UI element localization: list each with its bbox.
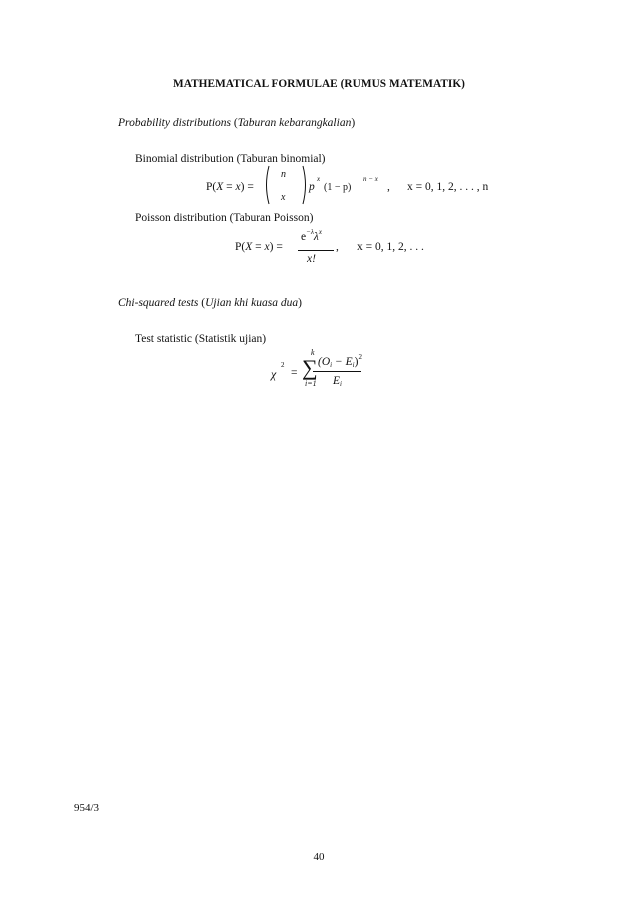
binomial-domain: x = 0, 1, 2, . . . , n: [407, 181, 489, 193]
chi-numerator-exponent: 2: [358, 353, 362, 361]
binomial-top: n: [281, 169, 286, 180]
chi-squared-heading-ms: Ujian khi kuasa dua: [205, 297, 299, 309]
chi-numerator-e: − E: [332, 356, 353, 368]
document-code: 954/3: [74, 802, 100, 814]
test-statistic-label: Test statistic (Statistik ujian): [135, 333, 267, 345]
probability-heading: Probability distributions (Taburan kebarangkalian): [118, 117, 356, 129]
chi-squared-heading-en: Chi-squared tests: [118, 297, 199, 309]
sum-upper-limit: k: [311, 348, 315, 357]
chi-symbol: χ: [271, 367, 277, 381]
binomial-comma: ,: [387, 181, 390, 193]
chi-exponent: 2: [281, 361, 285, 369]
poisson-lambda-exponent: x: [318, 228, 322, 236]
poisson-comma: ,: [336, 241, 339, 253]
chi-squared-heading: Chi-squared tests (Ujian khi kuasa dua): [118, 297, 302, 309]
chi-numerator-sub-2: i: [352, 361, 355, 369]
chi-denominator-e: E: [333, 375, 341, 387]
binomial-p-exponent: x: [317, 175, 321, 183]
chi-fraction-line: [313, 371, 361, 372]
chi-equals: =: [291, 367, 298, 379]
binomial-factor-exponent: n − x: [363, 175, 378, 183]
probability-heading-ms: Taburan kebarangkalian: [237, 117, 352, 129]
chi-denominator-sub: i: [340, 380, 342, 388]
poisson-lambda: λ: [313, 231, 319, 243]
chi-numerator-close: ): [354, 356, 359, 368]
poisson-e: e: [301, 231, 307, 243]
chi-squared-formula: [0, 0, 638, 420]
binomial-p: p: [309, 181, 315, 193]
chi-numerator-o: (O: [318, 356, 331, 368]
chi-numerator: [318, 353, 362, 369]
poisson-denominator: x!: [307, 253, 316, 265]
binomial-label: Binomial distribution (Taburan binomial): [135, 153, 326, 165]
chi-denominator: [333, 376, 342, 388]
poisson-label: Poisson distribution (Taburan Poisson): [135, 212, 314, 224]
binomial-bottom: x: [281, 192, 286, 203]
binomial-lhs: P(X = x) =: [206, 181, 254, 193]
page-number: 40: [313, 851, 325, 863]
sum-symbol: ∑: [302, 355, 318, 380]
sum-lower-limit: i=1: [305, 379, 317, 388]
probability-heading-en: Probability distributions: [118, 117, 231, 129]
poisson-e-exponent: −λ: [306, 228, 314, 236]
poisson-domain: x = 0, 1, 2, . . .: [357, 241, 424, 253]
poisson-lhs: P(X = x) =: [235, 241, 283, 253]
chi-numerator-sub-1: i: [330, 361, 333, 369]
document-title: MATHEMATICAL FORMULAE (RUMUS MATEMATIK): [173, 78, 465, 90]
binomial-factor: (1 − p): [324, 182, 352, 193]
